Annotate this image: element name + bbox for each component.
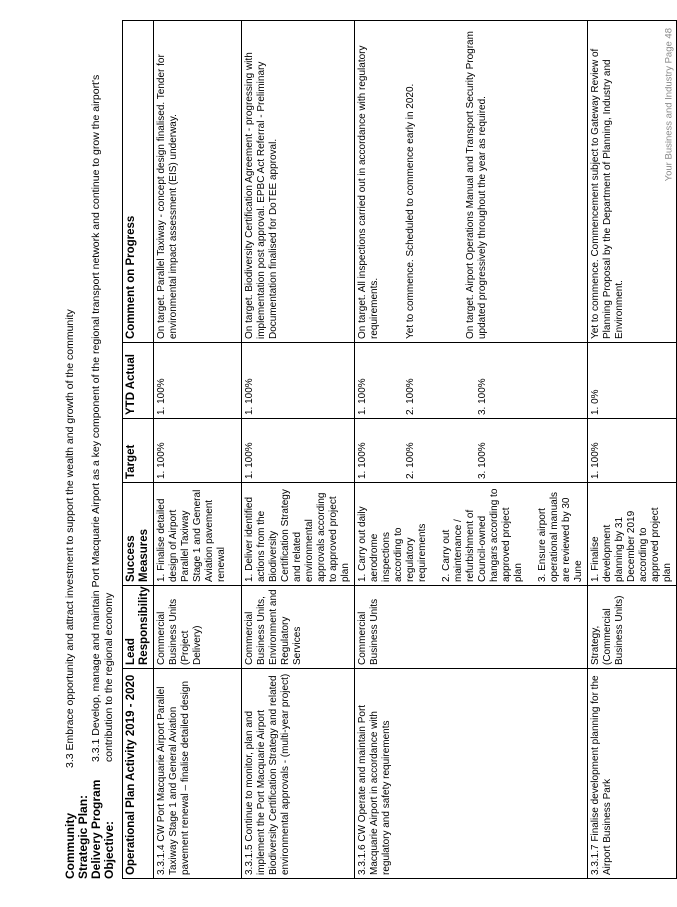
measure: 1. Finalise detailed design of Airport Parallel Taxiway Stage 1 and General Aviation pavement renewal (156, 489, 227, 582)
col-header-target: Target (123, 419, 154, 483)
measure: 1. Deliver identified actions from the Biodiversity Certification Strategy and related environmental approvals according to approved project plan (244, 489, 351, 582)
target: 1. 100% (244, 442, 255, 479)
dpo-label: Delivery Program Objective: (89, 779, 116, 879)
activity-cell: 3.3.1.4 CW Port Macquarie Airport Parallel Taxiway Stage 1 and General Aviation pavement renewal – finalise detailed design (154, 669, 242, 879)
target-cell (154, 419, 242, 483)
target-cell (355, 419, 588, 483)
comment: On target. Parallel Taxiway - concept design finalised. Tender for environmental impact assessment (EIS) underway. (156, 54, 179, 339)
ytd-cell (588, 343, 677, 419)
comment: Yet to commence. Commencement subject to Gateway Review of Planning Proposal by the Department of Planning, Industry and Environment. (590, 48, 625, 339)
comment-cell (355, 21, 588, 343)
measure: 1. Finalise development planning by 31 December 2019 according to approved project plan (590, 507, 673, 582)
comment: On target. Airport Operations Manual and Transport Security Program updated progressively throughout the year as required. (465, 31, 488, 339)
measure: 1. Carry out daily aerodrome inspections according to regulatory requirements (357, 506, 428, 582)
table-row (154, 21, 242, 879)
col-header-lead: Lead Responsibility (123, 586, 154, 669)
progress-table (122, 20, 677, 879)
comment: On target. All inspections carried out in accordance with regulatory requirements. (357, 45, 380, 339)
ytd-cell (154, 343, 242, 419)
ytd-actual: 3. 100% (477, 378, 488, 415)
lead-cell: Commercial Business Units, Environment and Regulatory Services (242, 586, 355, 669)
ytd-actual: 2. 100% (405, 378, 416, 415)
dpo-value: 3.3.1 Develop, manage and maintain Port Macquarie Airport as a key component of the regional transport network and continue to grow the airport's contribution to the regional economy (90, 74, 115, 762)
comment: On target. Biodiversity Certification Agreement - progressing with implementation post approval. EPBC Act Referral - Preliminary Documentation finalised for DoTEE approval. (244, 52, 279, 339)
col-header-measures: Success Measures (123, 483, 154, 586)
ytd-actual: 1. 100% (357, 378, 368, 415)
csp-value: 3.3 Embrace opportunity and attract investment to support the wealth and growth of the community (64, 309, 76, 768)
lead-cell: Commercial Business Units (Project Delivery) (154, 586, 242, 669)
lead-cell: Strategy, (Commercial Business Units) (588, 586, 677, 669)
target: 1. 100% (156, 442, 167, 479)
measure: 2. Carry out maintenance / refurbishment of Council-owned hangars according to approved project plan (441, 488, 524, 582)
ytd-cell (242, 343, 355, 419)
ytd-cell (355, 343, 588, 419)
target: 1. 100% (590, 442, 601, 479)
col-header-comment: Comment on Progress (123, 21, 154, 343)
comment: Yet to commence. Scheduled to commence early in 2020. (405, 83, 416, 339)
activity-cell: 3.3.1.6 CW Operate and maintain Port Macquarie Airport in accordance with regulatory and safety requirements (355, 669, 588, 879)
col-header-activity: Operational Plan Activity 2019 - 2020 (123, 669, 154, 879)
target: 3. 100% (477, 442, 488, 479)
activity-cell: 3.3.1.7 Finalise development planning for the Airport Business Park (588, 669, 677, 879)
ytd-actual: 1. 100% (156, 378, 167, 415)
lead-cell: Commercial Business Units (355, 586, 588, 669)
measures-cell (154, 483, 242, 586)
measures-cell (242, 483, 355, 586)
ytd-actual: 1. 0% (590, 389, 601, 415)
target: 2. 100% (405, 442, 416, 479)
csp-label: Community Strategic Plan: (63, 794, 90, 879)
target-cell (588, 419, 677, 483)
activity-cell: 3.3.1.5 Continue to monitor, plan and implement the Port Macquarie Airport Biodiversity Certification Strategy and related environmental approvals - (multi-year project) (242, 669, 355, 879)
page-footer: Your Business and Industry Page 48 (663, 28, 674, 182)
col-header-ytd: YTD Actual (123, 343, 154, 419)
comment-cell (242, 21, 355, 343)
comment-cell (154, 21, 242, 343)
table-row (242, 21, 355, 879)
delivery-program-objective (90, 21, 116, 879)
table-header-row (123, 21, 154, 879)
target-cell (242, 419, 355, 483)
community-strategic-plan (64, 21, 90, 879)
measures-cell (355, 483, 588, 586)
target: 1. 100% (357, 442, 368, 479)
measures-cell (588, 483, 677, 586)
measure: 3. Ensure airport operational manuals are reviewed by 30 June (537, 491, 584, 582)
table-row (355, 21, 588, 879)
ytd-actual: 1. 100% (244, 378, 255, 415)
